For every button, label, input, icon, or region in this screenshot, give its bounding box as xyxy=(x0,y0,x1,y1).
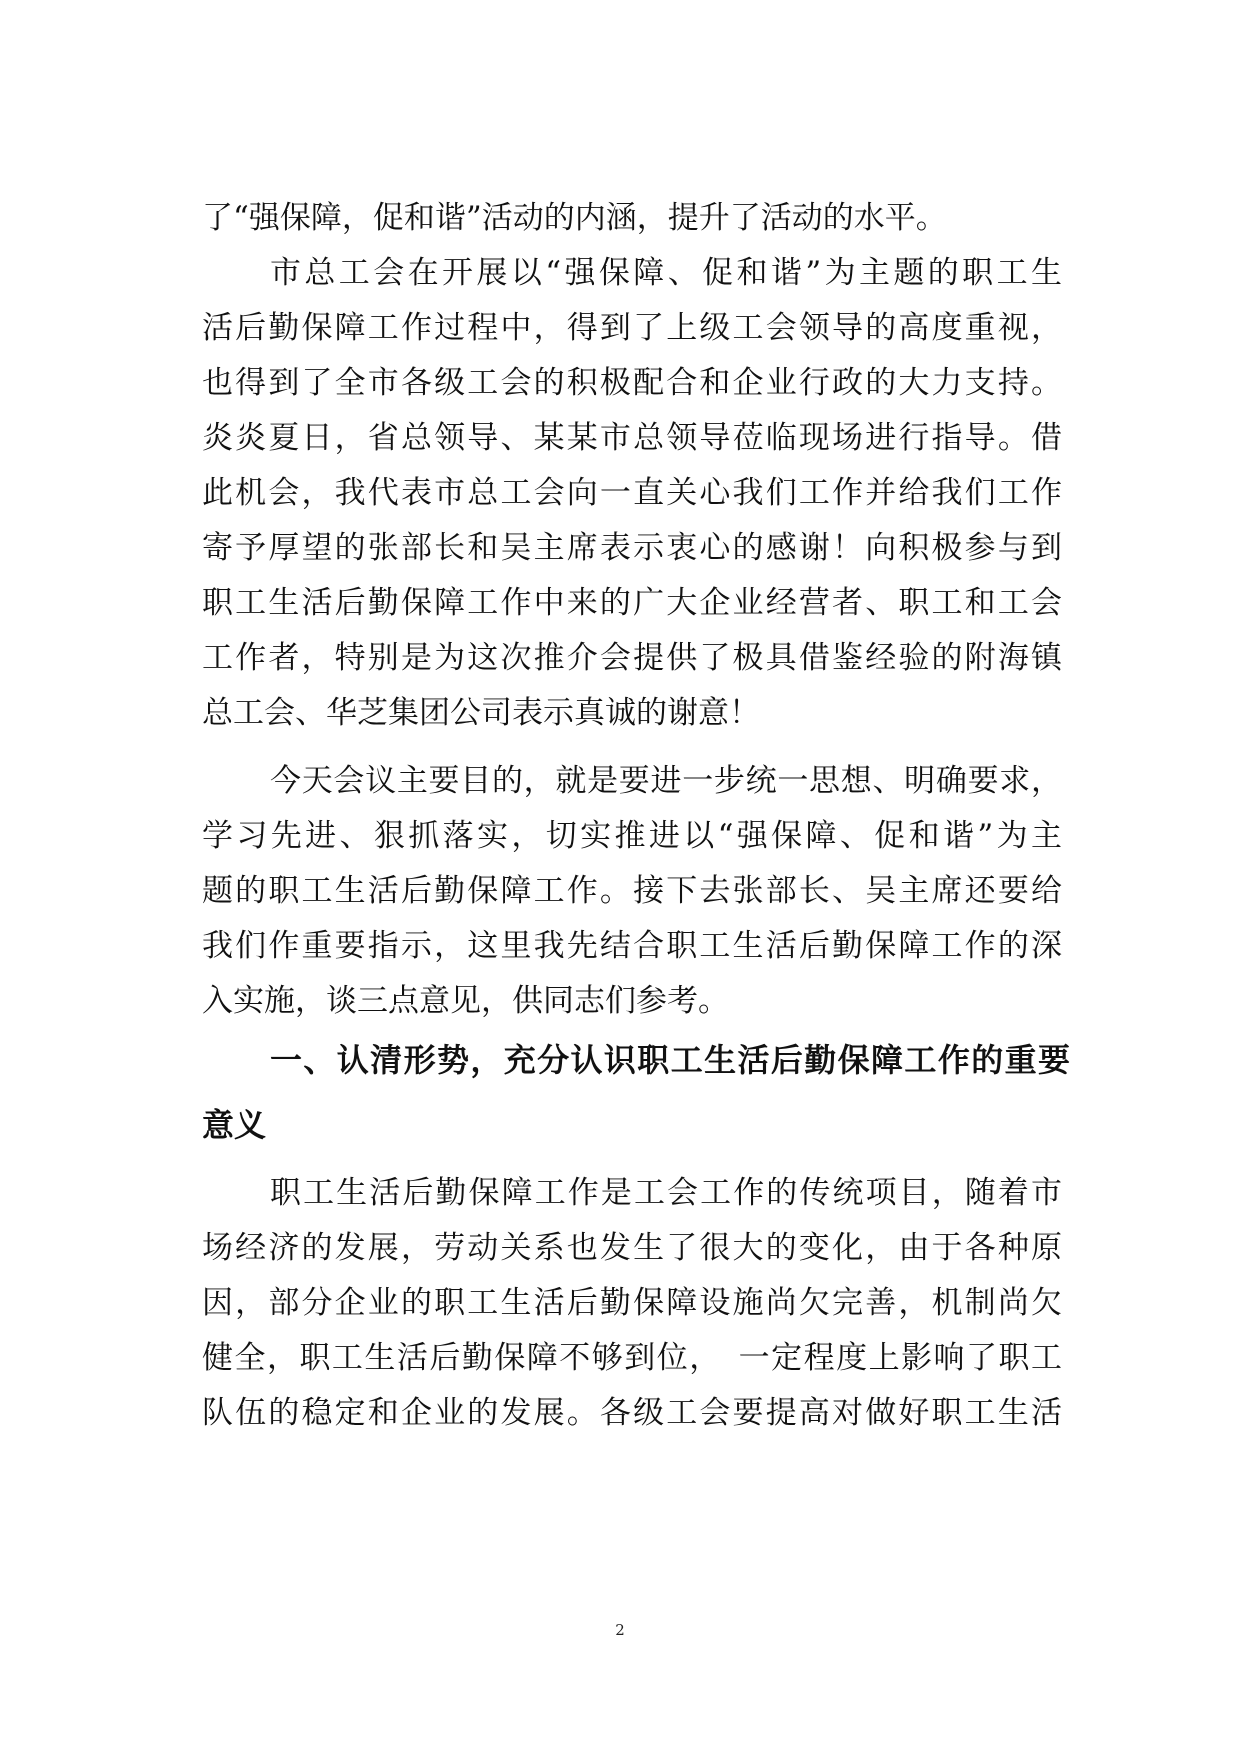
paragraph-2-line-7: 职工生活后勤保障工作中来的广大企业经营者、职工和工会 xyxy=(202,585,1062,621)
paragraph-2-line-5: 此机会，我代表市总工会向一直关心我们工作并给我们工作 xyxy=(202,475,1062,511)
section-heading-line-2: 意义 xyxy=(202,1106,267,1144)
paragraph-4-line-2: 场经济的发展，劳动关系也发生了很大的变化，由于各种原 xyxy=(202,1230,1062,1266)
paragraph-4-line-3: 因，部分企业的职工生活后勤保障设施尚欠完善，机制尚欠 xyxy=(202,1285,1062,1321)
paragraph-2-line-6: 寄予厚望的张部长和吴主席表示衷心的感谢！向积极参与到 xyxy=(202,530,1062,566)
paragraph-2-line-4: 炎炎夏日，省总领导、某某市总领导莅临现场进行指导。借 xyxy=(202,420,1062,456)
paragraph-4-line-1: 职工生活后勤保障工作是工会工作的传统项目，随着市 xyxy=(270,1175,1062,1211)
paragraph-1-line-1: 了“强保障，促和谐”活动的内涵，提升了活动的水平。 xyxy=(202,200,947,236)
paragraph-3-line-4: 我们作重要指示，这里我先结合职工生活后勤保障工作的深 xyxy=(202,928,1062,964)
paragraph-2-line-2: 活后勤保障工作过程中，得到了上级工会领导的高度重视， xyxy=(202,310,1062,346)
paragraph-3-line-2: 学习先进、狠抓落实，切实推进以“强保障、促和谐”为主 xyxy=(202,818,1062,854)
paragraph-3-line-3: 题的职工生活后勤保障工作。接下去张部长、吴主席还要给 xyxy=(202,873,1062,909)
paragraph-3-line-5: 入实施，谈三点意见，供同志们参考。 xyxy=(202,983,729,1019)
paragraph-3-line-1: 今天会议主要目的，就是要进一步统一思想、明确要求， xyxy=(270,763,1062,799)
paragraph-2-line-9: 总工会、华芝集团公司表示真诚的谢意！ xyxy=(202,695,760,731)
paragraph-2-line-8: 工作者，特别是为这次推介会提供了极具借鉴经验的附海镇 xyxy=(202,640,1062,676)
paragraph-4-line-5: 队伍的稳定和企业的发展。各级工会要提高对做好职工生活 xyxy=(202,1395,1062,1431)
paragraph-2-line-1: 市总工会在开展以“强保障、促和谐”为主题的职工生 xyxy=(270,255,1062,291)
paragraph-4-line-4: 健全，职工生活后勤保障不够到位， 一定程度上影响了职工 xyxy=(202,1340,1062,1376)
page-number: 2 xyxy=(615,1621,625,1639)
section-heading-line-1: 一、认清形势，充分认识职工生活后勤保障工作的重要 xyxy=(270,1041,1070,1079)
paragraph-2-line-3: 也得到了全市各级工会的积极配合和企业行政的大力支持。 xyxy=(202,365,1062,401)
